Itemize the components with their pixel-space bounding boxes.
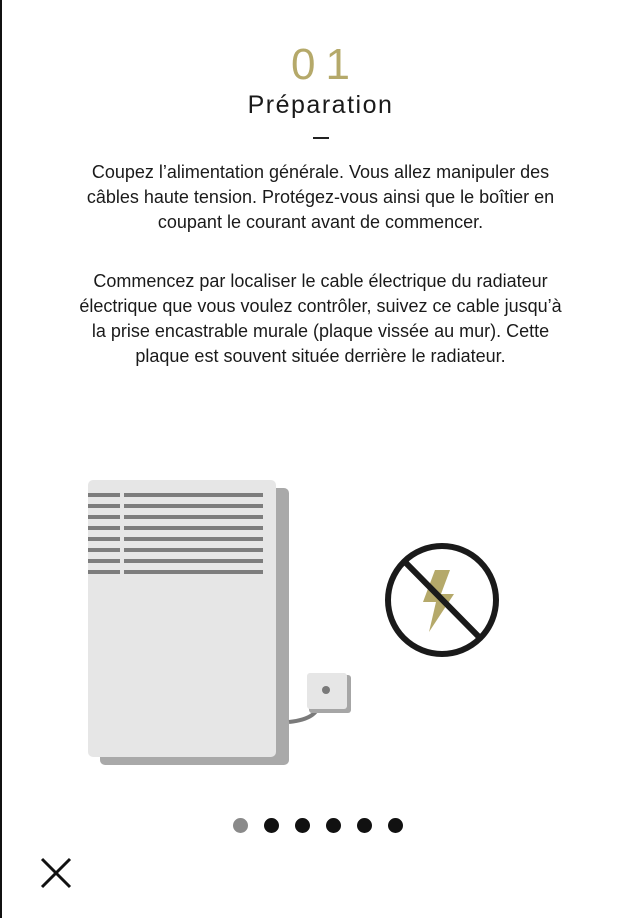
title-divider	[313, 137, 329, 139]
page-dot-6[interactable]	[388, 818, 403, 833]
close-icon	[38, 855, 74, 891]
wall-outlet	[307, 673, 351, 713]
page-dot-3[interactable]	[295, 818, 310, 833]
instruction-paragraph-1: Coupez l’alimentation générale. Vous allez manipuler des câbles haute tension. Protégez-vous ainsi que le boîtier en coupant le courant avant de commencer.	[86, 162, 555, 232]
page-dot-2[interactable]	[264, 818, 279, 833]
step-title: Préparation	[247, 91, 394, 119]
close-button[interactable]	[38, 855, 74, 891]
page-dot-1[interactable]	[233, 818, 248, 833]
no-electricity-icon	[388, 546, 496, 654]
radiator-illustration	[80, 470, 520, 770]
step-number: 01	[291, 40, 360, 89]
page-indicator	[233, 817, 403, 833]
left-edge-border	[0, 0, 2, 918]
page-dot-5[interactable]	[357, 818, 372, 833]
page-dot-4[interactable]	[326, 818, 341, 833]
instruction-paragraph-2: Commencez par localiser le cable électrique du radiateur électrique que vous voulez contrôler, suivez ce cable jusqu’à la prise encastrable murale (plaque vissée au mur). Cette plaque est souvent située derrière le radiateur.	[79, 271, 562, 366]
radiator-body	[88, 480, 276, 757]
